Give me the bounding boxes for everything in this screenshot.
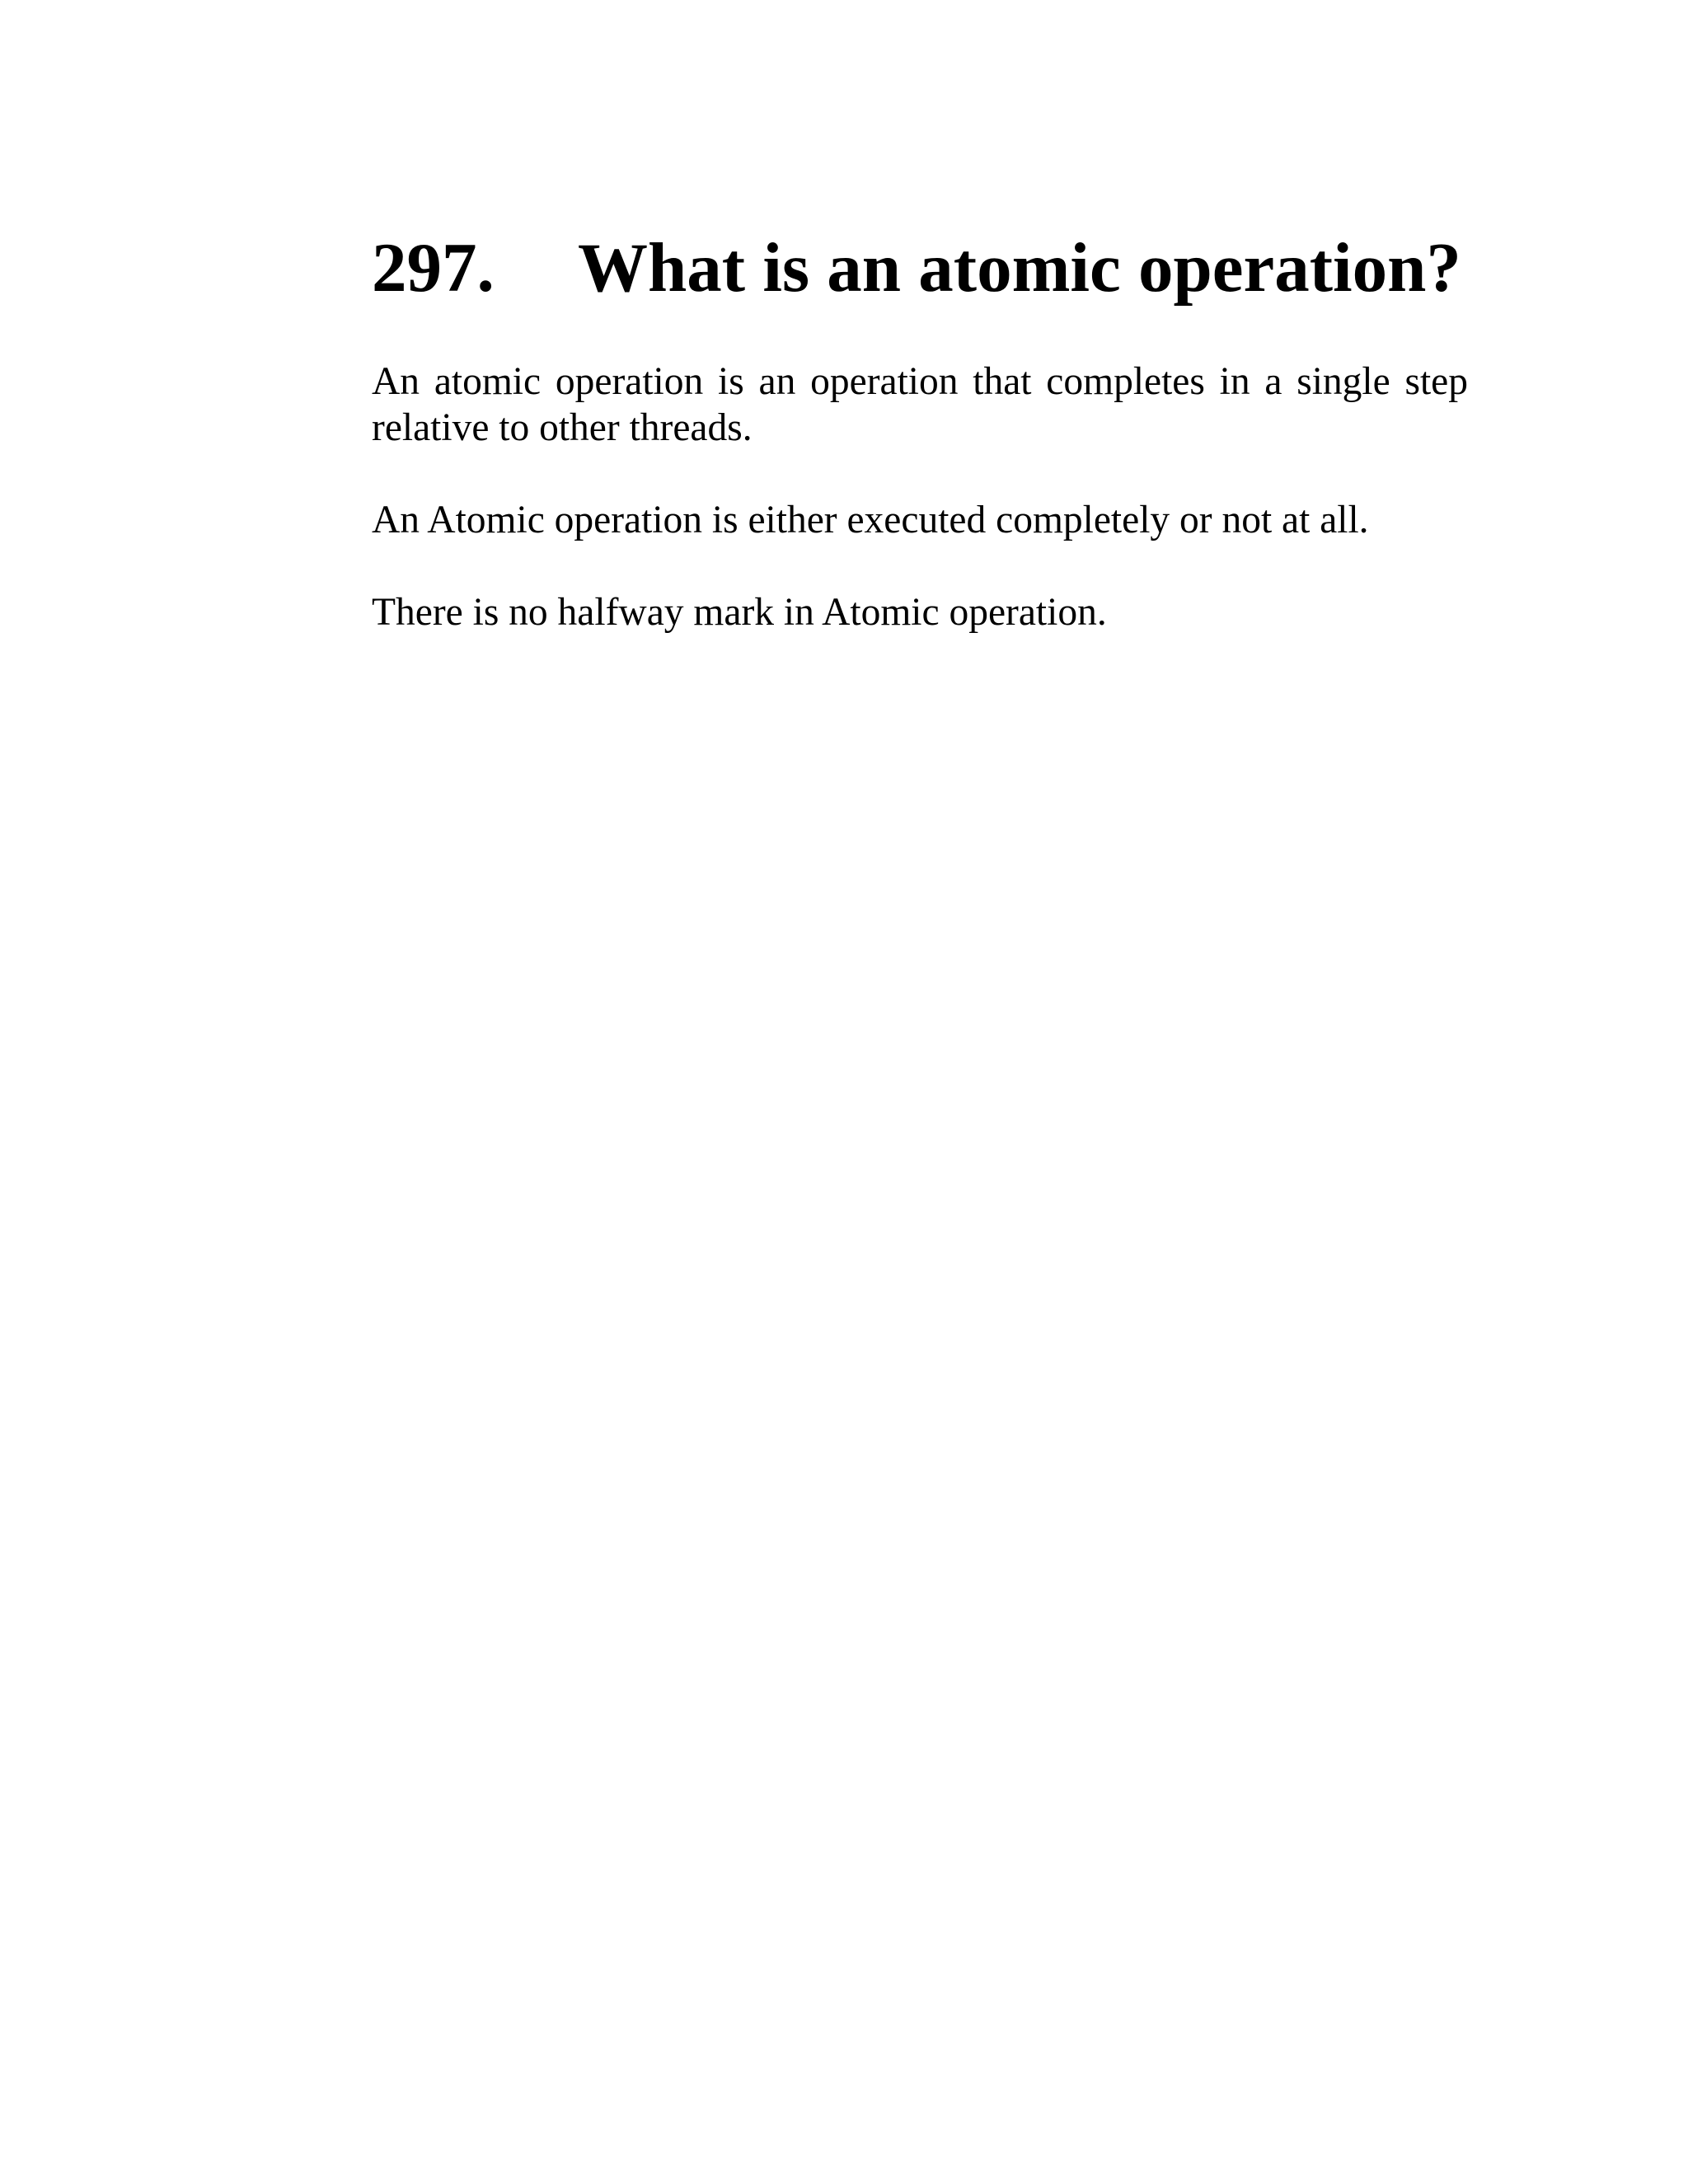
question-title: What is an atomic operation?	[578, 229, 1461, 307]
page-content	[372, 223, 1468, 682]
question-number: 297.	[372, 229, 495, 307]
answer-paragraph-1: An atomic operation is an operation that completes in a single step relative to other threads.	[372, 360, 1468, 449]
answer-paragraph-3: There is no halfway mark in Atomic operation.	[372, 591, 1107, 634]
question-heading	[372, 223, 1468, 313]
answer-paragraph-2: An Atomic operation is either executed completely or not at all.	[372, 499, 1369, 541]
